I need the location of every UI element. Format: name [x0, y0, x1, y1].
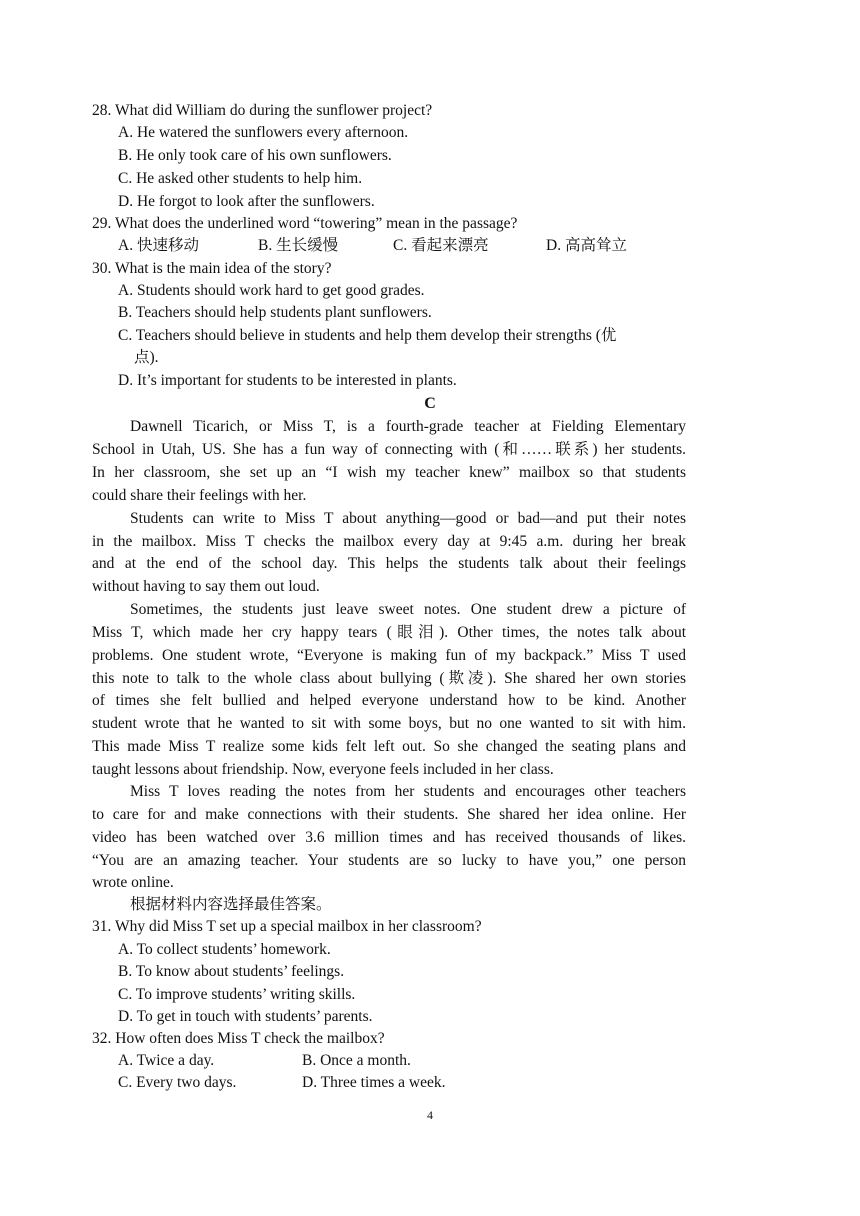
- question-32-option-a: A. Twice a day.: [118, 1052, 215, 1069]
- question-30-stem: 30. What is the main idea of the story?: [92, 260, 332, 277]
- passage-line: taught lessons about friendship. Now, everyone feels included in her class.: [92, 761, 554, 778]
- question-28-option-d: D. He forgot to look after the sunflowers.: [118, 193, 375, 210]
- question-32-option-d: D. Three times a week.: [302, 1074, 446, 1091]
- passage-line: In her classroom, she set up an “I wish my teacher knew” mailbox so that students: [92, 464, 686, 481]
- passage-line: in the mailbox. Miss T checks the mailbox every day at 9:45 a.m. during her break: [92, 533, 686, 550]
- question-29-stem: 29. What does the underlined word “towering” mean in the passage?: [92, 215, 518, 232]
- question-30-option-c-continued: 点).: [134, 349, 159, 366]
- passage-line: Sometimes, the students just leave sweet notes. One student drew a picture of: [130, 601, 686, 618]
- passage-line: and at the end of the school day. This helps the students talk about their feelings: [92, 555, 686, 572]
- question-28-stem: 28. What did William do during the sunflower project?: [92, 102, 433, 119]
- passage-line: wrote online.: [92, 874, 174, 891]
- passage-line: School in Utah, US. She has a fun way of connecting with (和……联系) her students.: [92, 441, 686, 458]
- question-29-option-d: D. 高高耸立: [546, 237, 627, 254]
- passage-line: Miss T, which made her cry happy tears (眼泪). Other times, the notes talk about: [92, 624, 686, 641]
- passage-line: Dawnell Ticarich, or Miss T, is a fourth-grade teacher at Fielding Elementary: [130, 418, 686, 435]
- instruction-text: 根据材料内容选择最佳答案。: [130, 896, 332, 913]
- question-32-option-c: C. Every two days.: [118, 1074, 237, 1091]
- question-29-option-a: A. 快速移动: [118, 237, 199, 254]
- passage-line: without having to say them out loud.: [92, 578, 320, 595]
- passage-line: Students can write to Miss T about anything—good or bad—and put their notes: [130, 510, 686, 527]
- passage-line: problems. One student wrote, “Everyone is making fun of my backpack.” Miss T used: [92, 647, 686, 664]
- question-32-option-b: B. Once a month.: [302, 1052, 411, 1069]
- passage-line: “You are an amazing teacher. Your students are so lucky to have you,” one person: [92, 852, 686, 869]
- question-29-option-c: C. 看起来漂亮: [393, 237, 489, 254]
- question-28-option-c: C. He asked other students to help him.: [118, 170, 363, 187]
- passage-line: of times she felt bullied and helped everyone understand how to be kind. Another: [92, 692, 686, 709]
- passage-line: video has been watched over 3.6 million times and has received thousands of likes.: [92, 829, 686, 846]
- passage-line: could share their feelings with her.: [92, 487, 307, 504]
- passage-line: Miss T loves reading the notes from her students and encourages other teachers: [130, 783, 686, 800]
- passage-line: student wrote that he wanted to sit with some boys, but no one wanted to sit with him.: [92, 715, 686, 732]
- question-28-option-a: A. He watered the sunflowers every afternoon.: [118, 124, 409, 141]
- question-29-option-b: B. 生长缓慢: [258, 237, 339, 254]
- section-label: C: [424, 395, 436, 412]
- passage-line: to care for and make connections with their students. She shared her idea online. Her: [92, 806, 686, 823]
- page-number: 4: [427, 1108, 433, 1122]
- passage-line: this note to talk to the whole class about bullying (欺凌). She shared her own stories: [92, 670, 686, 687]
- question-31-stem: 31. Why did Miss T set up a special mailbox in her classroom?: [92, 918, 482, 935]
- question-31-option-d: D. To get in touch with students’ parents.: [118, 1008, 373, 1025]
- question-32-stem: 32. How often does Miss T check the mailbox?: [92, 1030, 385, 1047]
- question-31-option-c: C. To improve students’ writing skills.: [118, 986, 356, 1003]
- question-30-option-a: A. Students should work hard to get good grades.: [118, 282, 425, 299]
- question-30-option-b: B. Teachers should help students plant sunflowers.: [118, 304, 432, 321]
- question-28-option-b: B. He only took care of his own sunflowers.: [118, 147, 392, 164]
- passage-line: This made Miss T realize some kids felt left out. So she changed the seating plans and: [92, 738, 686, 755]
- question-30-option-d: D. It’s important for students to be interested in plants.: [118, 372, 457, 389]
- question-30-option-c: C. Teachers should believe in students and help them develop their strengths (优: [118, 327, 617, 344]
- question-31-option-a: A. To collect students’ homework.: [118, 941, 331, 958]
- question-31-option-b: B. To know about students’ feelings.: [118, 963, 345, 980]
